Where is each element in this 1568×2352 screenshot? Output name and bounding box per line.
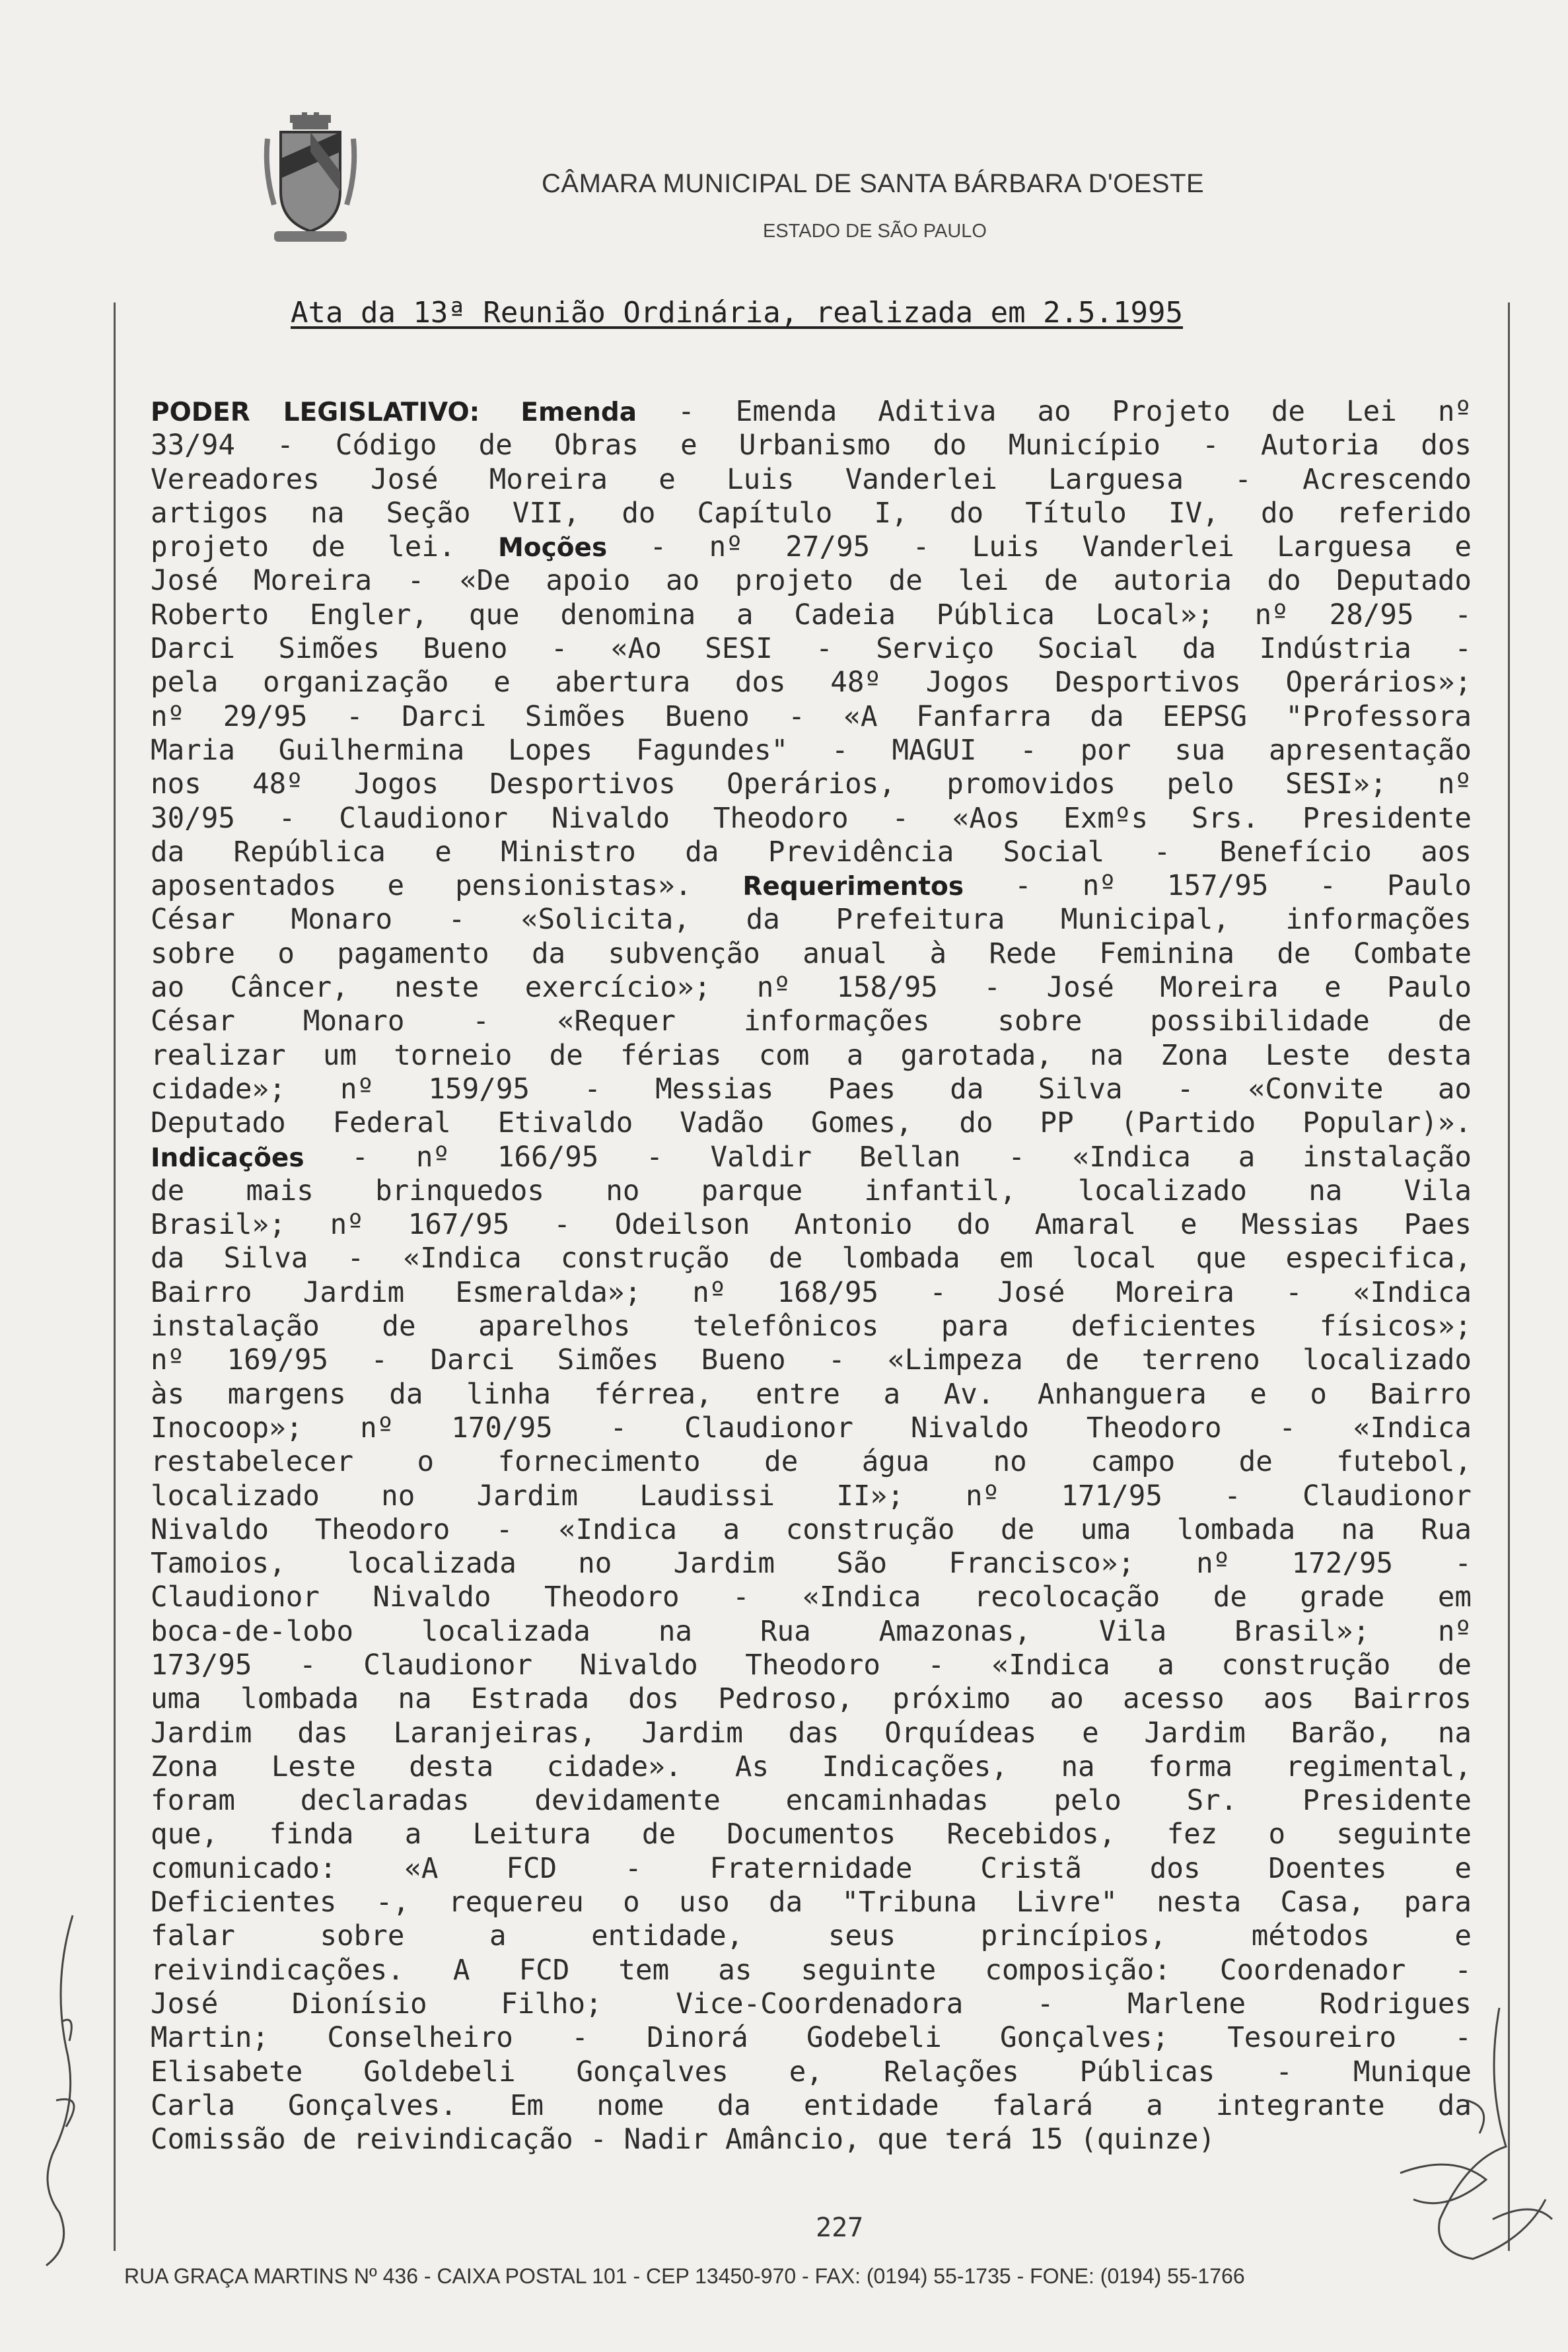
- institution-name: CÂMARA MUNICIPAL DE SANTA BÁRBARA D'OESTE: [542, 169, 1205, 198]
- line-text: Claudionor Nivaldo Theodoro - «Indica recolocação de grade em: [151, 1581, 1472, 1614]
- minutes-line: [151, 1445, 1472, 1479]
- line-text: Comissão de reivindicação - Nadir Amâncio, que terá 15 (quinze): [151, 2123, 1215, 2156]
- line-text: localizado no Jardim Laudissi II»; nº 171/95 - Claudionor: [151, 1479, 1472, 1513]
- line-text: falar sobre a entidade, seus princípios, métodos e: [151, 1920, 1472, 1953]
- line-text: 33/94 - Código de Obras e Urbanismo do Município - Autoria dos: [151, 429, 1472, 462]
- line-text: Martin; Conselheiro - Dinorá Godebeli Gonçalves; Tesoureiro -: [151, 2022, 1472, 2055]
- minutes-line: [151, 700, 1472, 734]
- minutes-line: [151, 767, 1472, 801]
- line-text: César Monaro - «Solicita, da Prefeitura Municipal, informações: [151, 904, 1472, 937]
- line-text: Elisabete Goldebeli Gonçalves e, Relações Públicas - Munique: [151, 2055, 1472, 2088]
- line-text: Bairro Jardim Esmeralda»; nº 168/95 - José Moreira - «Indica: [151, 1276, 1472, 1309]
- minutes-line: [151, 1208, 1472, 1242]
- minutes-line: [151, 1852, 1472, 1886]
- minutes-title: Ata da 13ª Reunião Ordinária, realizada em 2.5.1995: [291, 296, 1184, 330]
- section-heading: Requerimentos: [742, 872, 964, 902]
- minutes-line: [151, 1378, 1472, 1411]
- line-text: projeto de lei.: [151, 531, 498, 564]
- line-text: às margens da linha férrea, entre a Av. Anhanguera e o Bairro: [151, 1378, 1472, 1411]
- line-text: aposentados e pensionistas».: [151, 870, 743, 903]
- section-heading: PODER LEGISLATIVO:: [151, 398, 480, 427]
- line-text: José Dionísio Filho; Vice-Coordenadora - Marlene Rodrigues: [151, 1987, 1472, 2020]
- minutes-line: [151, 1310, 1472, 1343]
- line-text: Roberto Engler, que denomina a Cadeia Pública Local»; nº 28/95 -: [151, 598, 1472, 631]
- line-text: Jardim das Laranjeiras, Jardim das Orquídeas e Jardim Barão, na: [151, 1717, 1472, 1750]
- line-text: Nivaldo Theodoro - «Indica a construção de uma lombada na Rua: [151, 1513, 1472, 1546]
- minutes-line: [151, 1547, 1472, 1581]
- minutes-line: [151, 937, 1472, 971]
- line-text: foram declaradas devidamente encaminhadas pelo Sr. Presidente: [151, 1785, 1472, 1818]
- minutes-line: [151, 836, 1472, 869]
- minutes-line: [151, 632, 1472, 666]
- line-text: uma lombada na Estrada dos Pedroso, próximo ao acesso aos Bairros: [151, 1683, 1472, 1716]
- minutes-line: [151, 2123, 1472, 2156]
- line-text: nº 29/95 - Darci Simões Bueno - «A Fanfarra da EEPSG "Professora: [151, 700, 1472, 733]
- line-text: Darci Simões Bueno - «Ao SESI - Serviço Social da Indústria -: [151, 633, 1472, 666]
- minutes-line: [151, 971, 1472, 1005]
- right-margin-rule: [1508, 303, 1510, 2251]
- right-signature: [1374, 2001, 1565, 2279]
- minutes-line: [151, 564, 1472, 598]
- minutes-line: [151, 1886, 1472, 1919]
- minutes-line: [151, 1479, 1472, 1513]
- line-text: restabelecer o fornecimento de água no campo de futebol,: [151, 1446, 1472, 1479]
- minutes-line: [151, 1343, 1472, 1377]
- minutes-line: [151, 1649, 1472, 1682]
- line-text: 30/95 - Claudionor Nivaldo Theodoro - «Aos Exmºs Srs. Presidente: [151, 802, 1472, 835]
- line-text: de mais brinquedos no parque infantil, localizado na Vila: [151, 1174, 1472, 1207]
- minutes-line: [151, 598, 1472, 632]
- line-text: - nº 166/95 - Valdir Bellan - «Indica a instalação: [304, 1141, 1472, 1174]
- minutes-line: [151, 1141, 1472, 1174]
- municipal-crest-icon: [261, 112, 360, 248]
- minutes-line: [151, 869, 1472, 903]
- page-number: 227: [816, 2213, 864, 2243]
- line-text: Brasil»; nº 167/95 - Odeilson Antonio do Amaral e Messias Paes: [151, 1209, 1472, 1242]
- section-heading: Indicações: [151, 1143, 304, 1173]
- line-text: artigos na Seção VII, do Capítulo I, do Título IV, do referido: [151, 497, 1472, 530]
- line-text: cidade»; nº 159/95 - Messias Paes da Silva - «Convite ao: [151, 1073, 1472, 1106]
- minutes-line: [151, 666, 1472, 699]
- line-text: boca-de-lobo localizada na Rua Amazonas, Vila Brasil»; nº: [151, 1615, 1472, 1648]
- minutes-line: [151, 530, 1472, 564]
- line-text: Inocoop»; nº 170/95 - Claudionor Nivaldo Theodoro - «Indica: [151, 1411, 1472, 1444]
- line-text: da República e Ministro da Previdência Social - Benefício aos: [151, 836, 1472, 869]
- minutes-line: [151, 1717, 1472, 1750]
- line-text: sobre o pagamento da subvenção anual à Rede Feminina de Combate: [151, 937, 1472, 970]
- line-text: [480, 396, 520, 428]
- minutes-line: [151, 1615, 1472, 1649]
- line-text: ao Câncer, neste exercício»; nº 158/95 - José Moreira e Paulo: [151, 972, 1472, 1005]
- section-heading: Emenda: [520, 398, 637, 427]
- minutes-line: [151, 1174, 1472, 1208]
- minutes-line: [151, 903, 1472, 937]
- line-text: Tamoios, localizada no Jardim São Francisco»; nº 172/95 -: [151, 1548, 1472, 1581]
- line-text: pela organização e abertura dos 48º Jogos Desportivos Operários»;: [151, 666, 1472, 699]
- line-text: 173/95 - Claudionor Nivaldo Theodoro - «Indica a construção de: [151, 1649, 1472, 1682]
- line-text: - Emenda Aditiva ao Projeto de Lei nº: [637, 396, 1472, 428]
- minutes-line: [151, 1581, 1472, 1614]
- minutes-line: [151, 1954, 1472, 1987]
- left-signature: [26, 1902, 99, 2272]
- line-text: - nº 27/95 - Luis Vanderlei Larguesa e: [607, 531, 1472, 564]
- minutes-line: [151, 1073, 1472, 1106]
- minutes-line: [151, 1750, 1472, 1784]
- footer-address: RUA GRAÇA MARTINS Nº 436 - CAIXA POSTAL 101 - CEP 13450-970 - FAX: (0194) 55-1735 - FONE: (0194) 55-1766: [124, 2264, 1245, 2288]
- minutes-line: [151, 2055, 1472, 2089]
- line-text: Zona Leste desta cidade». As Indicações, na forma regimental,: [151, 1750, 1472, 1783]
- minutes-line: [151, 1242, 1472, 1275]
- minutes-line: [151, 1784, 1472, 1818]
- line-text: Vereadores José Moreira e Luis Vanderlei Larguesa - Acrescendo: [151, 463, 1472, 496]
- line-text: que, finda a Leitura de Documentos Recebidos, fez o seguinte: [151, 1818, 1472, 1851]
- minutes-line: [151, 1987, 1472, 2021]
- line-text: nº 169/95 - Darci Simões Bueno - «Limpeza de terreno localizado: [151, 1344, 1472, 1377]
- minutes-line: [151, 1276, 1472, 1310]
- line-text: Deputado Federal Etivaldo Vadão Gomes, do PP (Partido Popular)».: [151, 1107, 1472, 1140]
- line-text: nos 48º Jogos Desportivos Operários, promovidos pelo SESI»; nº: [151, 768, 1472, 801]
- minutes-line: [151, 2089, 1472, 2123]
- line-text: comunicado: «A FCD - Fraternidade Cristã dos Doentes e: [151, 1852, 1472, 1885]
- line-text: realizar um torneio de férias com a garotada, na Zona Leste desta: [151, 1039, 1472, 1072]
- line-text: César Monaro - «Requer informações sobre possibilidade de: [151, 1005, 1472, 1038]
- line-text: - nº 157/95 - Paulo: [964, 870, 1472, 903]
- line-text: reivindicações. A FCD tem as seguinte composição: Coordenador -: [151, 1954, 1472, 1987]
- minutes-body: [151, 395, 1472, 2156]
- left-margin-rule: [114, 303, 116, 2251]
- minutes-line: [151, 802, 1472, 836]
- minutes-line: [151, 1682, 1472, 1716]
- minutes-line: [151, 1818, 1472, 1851]
- line-text: Carla Gonçalves. Em nome da entidade falará a integrante da: [151, 2089, 1472, 2122]
- line-text: Maria Guilhermina Lopes Fagundes" - MAGUI - por sua apresentação: [151, 734, 1472, 767]
- minutes-line: [151, 1411, 1472, 1445]
- line-text: José Moreira - «De apoio ao projeto de lei de autoria do Deputado: [151, 565, 1472, 598]
- minutes-line: [151, 429, 1472, 462]
- minutes-line: [151, 1513, 1472, 1547]
- minutes-line: [151, 1919, 1472, 1953]
- minutes-line: [151, 463, 1472, 497]
- minutes-line: [151, 1106, 1472, 1140]
- minutes-line: [151, 2021, 1472, 2055]
- minutes-line: [151, 395, 1472, 429]
- line-text: da Silva - «Indica construção de lombada em local que especifica,: [151, 1242, 1472, 1275]
- minutes-line: [151, 497, 1472, 530]
- minutes-line: [151, 1039, 1472, 1073]
- minutes-line: [151, 734, 1472, 767]
- institution-state: ESTADO DE SÃO PAULO: [763, 221, 987, 242]
- line-text: instalação de aparelhos telefônicos para deficientes físicos»;: [151, 1310, 1472, 1343]
- line-text: Deficientes -, requereu o uso da "Tribuna Livre" nesta Casa, para: [151, 1886, 1472, 1919]
- minutes-line: [151, 1005, 1472, 1038]
- section-heading: Moções: [498, 533, 608, 563]
